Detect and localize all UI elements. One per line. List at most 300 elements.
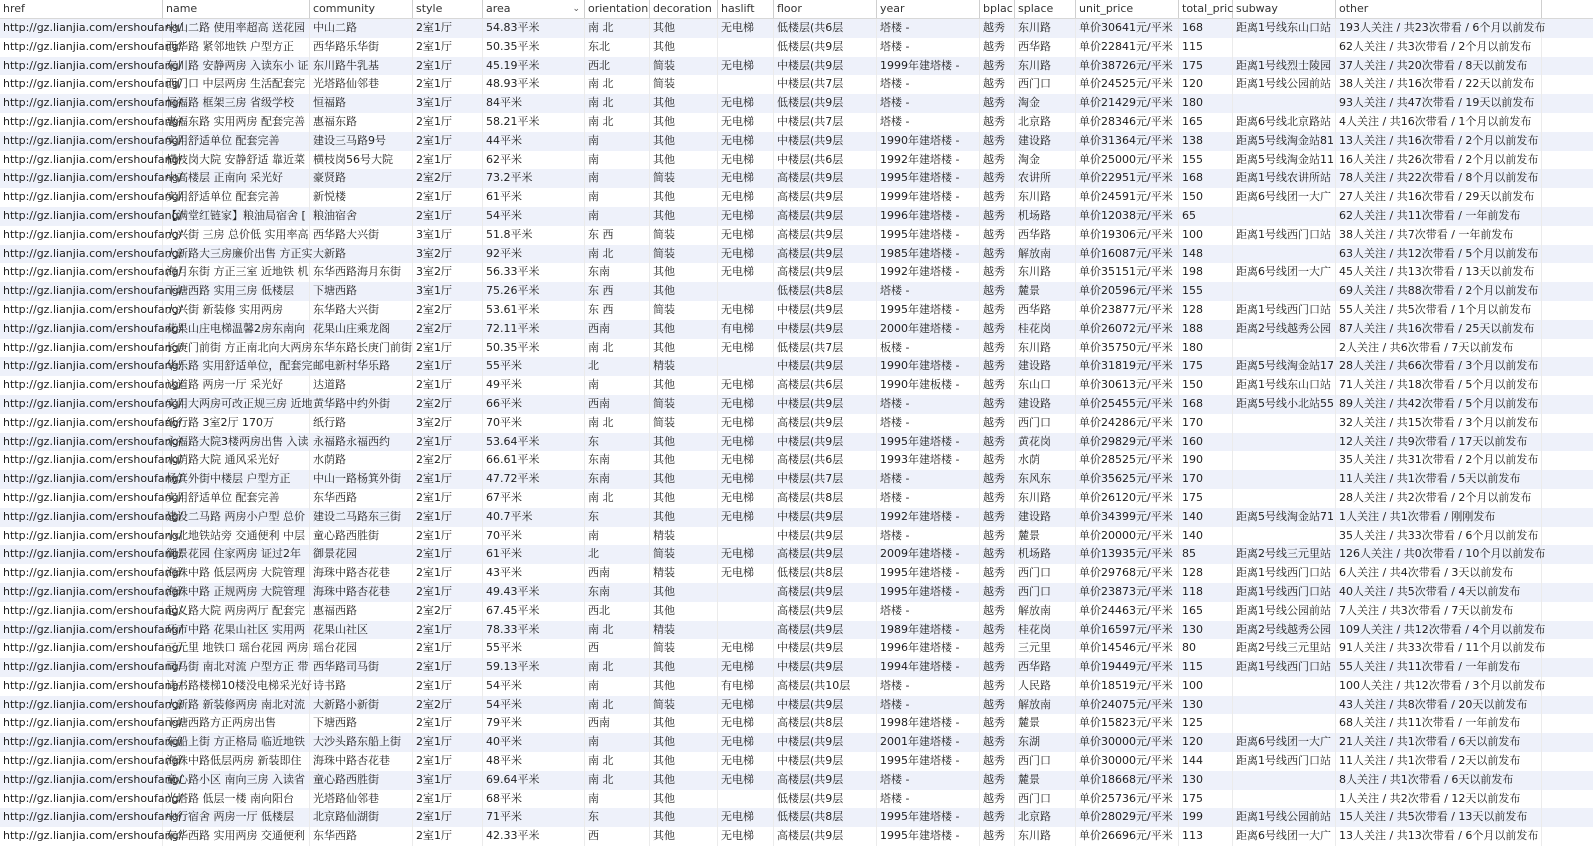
cell-style[interactable]: 3室1厅 — [413, 282, 483, 301]
cell-floor[interactable]: 中楼层(共6层 — [774, 151, 877, 170]
cell-name[interactable]: 【满堂红链家】粮油局宿舍 [ — [163, 207, 310, 226]
cell-total_price[interactable]: 130 — [1179, 696, 1233, 715]
cell-decoration[interactable]: 简装 — [650, 639, 718, 658]
cell-splace[interactable]: 淘金 — [1015, 151, 1076, 170]
cell-style[interactable]: 3室2厅 — [413, 245, 483, 264]
cell-other[interactable]: 62人关注 / 共11次带看 / 一年前发布 — [1336, 207, 1542, 226]
cell-orientation[interactable]: 南 北 — [585, 414, 650, 433]
cell-name[interactable]: 光塔路 低层一楼 南向阳台 — [163, 790, 310, 809]
cell-year[interactable]: 1998年建塔楼 - — [877, 714, 980, 733]
cell-href[interactable]: http://gz.lianjia.com/ershoufang/ — [0, 414, 163, 433]
cell-decoration[interactable]: 其他 — [650, 339, 718, 358]
cell-total_price[interactable]: 150 — [1179, 376, 1233, 395]
cell-year[interactable]: 1996年建塔楼 - — [877, 639, 980, 658]
cell-orientation[interactable]: 南 — [585, 677, 650, 696]
table-row[interactable] — [0, 282, 1593, 301]
cell-bplace[interactable]: 越秀 — [980, 508, 1015, 527]
cell-bplace[interactable]: 越秀 — [980, 621, 1015, 640]
cell-total_price[interactable]: 113 — [1179, 827, 1233, 846]
table-row[interactable] — [0, 151, 1593, 170]
cell-href[interactable]: http://gz.lianjia.com/ershoufang/ — [0, 357, 163, 376]
cell-style[interactable]: 2室1厅 — [413, 733, 483, 752]
cell-href[interactable]: http://gz.lianjia.com/ershoufang/ — [0, 320, 163, 339]
cell-decoration[interactable]: 其他 — [650, 583, 718, 602]
table-row[interactable] — [0, 357, 1593, 376]
cell-subway[interactable] — [1233, 470, 1336, 489]
cell-haslift[interactable]: 无电梯 — [718, 508, 774, 527]
cell-name[interactable]: 大新路 新装修两房 南北对流 — [163, 696, 310, 715]
cell-subway[interactable]: 距离1号线东山口站 — [1233, 376, 1336, 395]
cell-area[interactable]: 54平米 — [483, 696, 585, 715]
cell-haslift[interactable]: 无电梯 — [718, 188, 774, 207]
cell-community[interactable]: 东华西路 — [310, 489, 413, 508]
cell-style[interactable]: 3室1厅 — [413, 94, 483, 113]
table-row[interactable] — [0, 75, 1593, 94]
cell-year[interactable]: 1995年建塔楼 - — [877, 433, 980, 452]
cell-splace[interactable]: 东风东 — [1015, 470, 1076, 489]
cell-unit_price[interactable]: 单价18668元/平米 — [1076, 771, 1179, 790]
cell-community[interactable]: 东华西路 — [310, 827, 413, 846]
cell-decoration[interactable]: 简装 — [650, 301, 718, 320]
cell-community[interactable]: 横枝岗56号大院 — [310, 151, 413, 170]
cell-decoration[interactable]: 其他 — [650, 320, 718, 339]
cell-style[interactable]: 3室2厅 — [413, 263, 483, 282]
table-row[interactable] — [0, 602, 1593, 621]
cell-name[interactable]: 海月东街 方正三室 近地铁 机 — [163, 263, 310, 282]
cell-name[interactable]: 中行宿舍 两房一厅 低楼层 — [163, 808, 310, 827]
cell-decoration[interactable]: 其他 — [650, 38, 718, 57]
cell-haslift[interactable]: 无电梯 — [718, 207, 774, 226]
cell-orientation[interactable]: 南 — [585, 132, 650, 151]
cell-haslift[interactable]: 无电梯 — [718, 489, 774, 508]
cell-name[interactable]: 东华西路 实用两房 交通便利 — [163, 827, 310, 846]
cell-community[interactable]: 新悦楼 — [310, 188, 413, 207]
cell-year[interactable]: 塔楼 - — [877, 677, 980, 696]
cell-href[interactable]: http://gz.lianjia.com/ershoufang/ — [0, 75, 163, 94]
cell-year[interactable]: 1995年建塔楼 - — [877, 564, 980, 583]
column-header-area[interactable] — [483, 0, 585, 18]
cell-community[interactable]: 建设三马路9号 — [310, 132, 413, 151]
sort-chevron-down-icon[interactable]: ⌄ — [572, 4, 580, 14]
cell-total_price[interactable]: 144 — [1179, 752, 1233, 771]
cell-decoration[interactable]: 其他 — [650, 451, 718, 470]
cell-haslift[interactable]: 无电梯 — [718, 301, 774, 320]
cell-style[interactable]: 2室2厅 — [413, 696, 483, 715]
table-row[interactable] — [0, 658, 1593, 677]
cell-style[interactable]: 2室1厅 — [413, 752, 483, 771]
cell-floor[interactable]: 中楼层(共7层 — [774, 113, 877, 132]
cell-splace[interactable]: 西华路 — [1015, 226, 1076, 245]
column-header-orientation[interactable] — [585, 0, 650, 18]
cell-name[interactable]: 横枝岗大院 安静舒适 靠近菜 — [163, 151, 310, 170]
cell-year[interactable]: 塔楼 - — [877, 489, 980, 508]
cell-other[interactable]: 126人关注 / 共0次带看 / 10个月以前发布 — [1336, 545, 1542, 564]
cell-unit_price[interactable]: 单价22841元/平米 — [1076, 38, 1179, 57]
cell-bplace[interactable]: 越秀 — [980, 790, 1015, 809]
cell-unit_price[interactable]: 单价16597元/平米 — [1076, 621, 1179, 640]
cell-year[interactable]: 塔楼 - — [877, 94, 980, 113]
column-header-href[interactable] — [0, 0, 163, 18]
cell-subway[interactable]: 距离1号线西门口站 — [1233, 583, 1336, 602]
cell-floor[interactable]: 中楼层(共9层 — [774, 752, 877, 771]
cell-decoration[interactable]: 其他 — [650, 790, 718, 809]
cell-orientation[interactable]: 南 北 — [585, 113, 650, 132]
cell-orientation[interactable]: 南 北 — [585, 621, 650, 640]
cell-splace[interactable]: 解放南 — [1015, 602, 1076, 621]
cell-community[interactable]: 海珠中路杏花巷 — [310, 583, 413, 602]
cell-year[interactable]: 2009年建塔楼 - — [877, 545, 980, 564]
cell-href[interactable]: http://gz.lianjia.com/ershoufang/ — [0, 395, 163, 414]
cell-decoration[interactable]: 精装 — [650, 621, 718, 640]
cell-splace[interactable]: 东川路 — [1015, 489, 1076, 508]
cell-year[interactable]: 板楼 - — [877, 339, 980, 358]
cell-bplace[interactable]: 越秀 — [980, 658, 1015, 677]
cell-subway[interactable]: 距离2号线越秀公园 — [1233, 320, 1336, 339]
cell-total_price[interactable]: 128 — [1179, 564, 1233, 583]
cell-name[interactable]: 三元里 地铁口 瑶台花园 两房 — [163, 639, 310, 658]
cell-floor[interactable]: 中楼层(共9层 — [774, 132, 877, 151]
cell-decoration[interactable]: 简装 — [650, 395, 718, 414]
cell-total_price[interactable]: 160 — [1179, 433, 1233, 452]
cell-name[interactable]: 下塘西路方正两房出售 — [163, 714, 310, 733]
cell-name[interactable]: 永福路大院3楼两房出售 入读 — [163, 433, 310, 452]
cell-total_price[interactable]: 175 — [1179, 357, 1233, 376]
cell-name[interactable]: 大新路大三房廉价出售 方正实 — [163, 245, 310, 264]
cell-orientation[interactable]: 南 北 — [585, 94, 650, 113]
cell-year[interactable]: 1992年建塔楼 - — [877, 263, 980, 282]
cell-other[interactable]: 32人关注 / 共15次带看 / 3个月以前发布 — [1336, 414, 1542, 433]
cell-orientation[interactable]: 南 — [585, 151, 650, 170]
cell-bplace[interactable]: 越秀 — [980, 470, 1015, 489]
table-row[interactable] — [0, 564, 1593, 583]
cell-splace[interactable]: 解放南 — [1015, 245, 1076, 264]
cell-orientation[interactable]: 南 — [585, 376, 650, 395]
cell-unit_price[interactable]: 单价26120元/平米 — [1076, 489, 1179, 508]
table-row[interactable] — [0, 320, 1593, 339]
cell-orientation[interactable]: 北 — [585, 545, 650, 564]
cell-other[interactable]: 89人关注 / 共42次带看 / 5个月以前发布 — [1336, 395, 1542, 414]
cell-orientation[interactable]: 东南 — [585, 470, 650, 489]
cell-style[interactable]: 2室2厅 — [413, 602, 483, 621]
cell-name[interactable]: 海珠中路 低层两房 大院管理 — [163, 564, 310, 583]
cell-year[interactable]: 1989年建塔楼 - — [877, 621, 980, 640]
cell-style[interactable]: 2室1厅 — [413, 677, 483, 696]
cell-area[interactable]: 43平米 — [483, 564, 585, 583]
cell-haslift[interactable]: 无电梯 — [718, 827, 774, 846]
cell-area[interactable]: 84平米 — [483, 94, 585, 113]
cell-total_price[interactable]: 175 — [1179, 489, 1233, 508]
cell-splace[interactable]: 解放南 — [1015, 696, 1076, 715]
cell-year[interactable]: 塔楼 - — [877, 38, 980, 57]
cell-community[interactable]: 下塘西路 — [310, 282, 413, 301]
cell-other[interactable]: 7人关注 / 共3次带看 / 7天以前发布 — [1336, 602, 1542, 621]
cell-splace[interactable]: 桂花岗 — [1015, 621, 1076, 640]
cell-unit_price[interactable]: 单价24075元/平米 — [1076, 696, 1179, 715]
cell-other[interactable]: 27人关注 / 共16次带看 / 29天以前发布 — [1336, 188, 1542, 207]
cell-splace[interactable]: 建设路 — [1015, 395, 1076, 414]
cell-href[interactable]: http://gz.lianjia.com/ershoufang/ — [0, 376, 163, 395]
cell-bplace[interactable]: 越秀 — [980, 75, 1015, 94]
cell-year[interactable]: 塔楼 - — [877, 470, 980, 489]
cell-unit_price[interactable]: 单价24463元/平米 — [1076, 602, 1179, 621]
cell-unit_price[interactable]: 单价28525元/平米 — [1076, 451, 1179, 470]
cell-orientation[interactable]: 东 — [585, 808, 650, 827]
cell-other[interactable]: 40人关注 / 共5次带看 / 4天以前发布 — [1336, 583, 1542, 602]
cell-style[interactable]: 3室1厅 — [413, 771, 483, 790]
cell-year[interactable]: 1995年建塔楼 - — [877, 827, 980, 846]
cell-haslift[interactable] — [718, 790, 774, 809]
cell-floor[interactable]: 高楼层(共9层 — [774, 827, 877, 846]
cell-subway[interactable]: 距离1号线公园前站 — [1233, 75, 1336, 94]
cell-year[interactable]: 塔楼 - — [877, 75, 980, 94]
cell-year[interactable]: 1994年建塔楼 - — [877, 658, 980, 677]
cell-style[interactable]: 2室1厅 — [413, 827, 483, 846]
table-row[interactable] — [0, 132, 1593, 151]
cell-orientation[interactable]: 西 — [585, 639, 650, 658]
cell-floor[interactable]: 高楼层(共8层 — [774, 714, 877, 733]
cell-orientation[interactable]: 东 西 — [585, 301, 650, 320]
cell-floor[interactable]: 高楼层(共8层 — [774, 489, 877, 508]
cell-subway[interactable]: 距离1号线西门口站 — [1233, 752, 1336, 771]
cell-href[interactable]: http://gz.lianjia.com/ershoufang/ — [0, 790, 163, 809]
cell-decoration[interactable]: 其他 — [650, 658, 718, 677]
cell-other[interactable]: 1人关注 / 共1次带看 / 刚刚发布 — [1336, 508, 1542, 527]
cell-style[interactable]: 2室1厅 — [413, 489, 483, 508]
cell-year[interactable]: 塔楼 - — [877, 113, 980, 132]
cell-year[interactable]: 塔楼 - — [877, 19, 980, 38]
cell-href[interactable]: http://gz.lianjia.com/ershoufang/ — [0, 771, 163, 790]
cell-subway[interactable] — [1233, 282, 1336, 301]
cell-total_price[interactable]: 175 — [1179, 57, 1233, 76]
cell-href[interactable]: http://gz.lianjia.com/ershoufang/ — [0, 696, 163, 715]
cell-haslift[interactable]: 无电梯 — [718, 771, 774, 790]
cell-floor[interactable]: 中楼层(共9层 — [774, 658, 877, 677]
cell-floor[interactable]: 高楼层(共9层 — [774, 583, 877, 602]
cell-floor[interactable]: 中楼层(共7层 — [774, 75, 877, 94]
cell-href[interactable]: http://gz.lianjia.com/ershoufang/ — [0, 602, 163, 621]
cell-name[interactable]: 长庚门前街 方正南北向大两房 — [163, 339, 310, 358]
cell-subway[interactable]: 距离5号线淘金站11 — [1233, 151, 1336, 170]
cell-decoration[interactable]: 其他 — [650, 207, 718, 226]
cell-total_price[interactable]: 168 — [1179, 169, 1233, 188]
table-row[interactable] — [0, 714, 1593, 733]
cell-community[interactable]: 花果山庄乘龙阁 — [310, 320, 413, 339]
cell-area[interactable]: 68平米 — [483, 790, 585, 809]
cell-subway[interactable] — [1233, 527, 1336, 546]
cell-total_price[interactable]: 130 — [1179, 621, 1233, 640]
cell-floor[interactable]: 中楼层(共9层 — [774, 696, 877, 715]
cell-unit_price[interactable]: 单价19449元/平米 — [1076, 658, 1179, 677]
cell-area[interactable]: 48.93平米 — [483, 75, 585, 94]
cell-style[interactable]: 2室1厅 — [413, 339, 483, 358]
cell-total_price[interactable]: 85 — [1179, 545, 1233, 564]
cell-bplace[interactable]: 越秀 — [980, 188, 1015, 207]
cell-href[interactable]: http://gz.lianjia.com/ershoufang/ — [0, 188, 163, 207]
cell-name[interactable]: 海珠中路 正规两房 大院管理 — [163, 583, 310, 602]
cell-floor[interactable]: 高楼层(共9层 — [774, 545, 877, 564]
cell-haslift[interactable] — [718, 621, 774, 640]
cell-decoration[interactable]: 简装 — [650, 57, 718, 76]
cell-total_price[interactable]: 155 — [1179, 151, 1233, 170]
cell-href[interactable]: http://gz.lianjia.com/ershoufang/ — [0, 733, 163, 752]
table-row[interactable] — [0, 677, 1593, 696]
cell-style[interactable]: 2室1厅 — [413, 470, 483, 489]
cell-haslift[interactable]: 无电梯 — [718, 433, 774, 452]
cell-other[interactable]: 62人关注 / 共3次带看 / 2个月以前发布 — [1336, 38, 1542, 57]
cell-floor[interactable]: 中楼层(共9层 — [774, 320, 877, 339]
cell-style[interactable]: 2室1厅 — [413, 545, 483, 564]
cell-total_price[interactable]: 175 — [1179, 790, 1233, 809]
cell-orientation[interactable]: 南 北 — [585, 75, 650, 94]
cell-other[interactable]: 63人关注 / 共12次带看 / 5个月以前发布 — [1336, 245, 1542, 264]
cell-decoration[interactable]: 其他 — [650, 132, 718, 151]
cell-name[interactable]: 中山二路 使用率超高 送花园 — [163, 19, 310, 38]
cell-bplace[interactable]: 越秀 — [980, 57, 1015, 76]
cell-haslift[interactable] — [718, 583, 774, 602]
cell-floor[interactable]: 低楼层(共9层 — [774, 790, 877, 809]
cell-orientation[interactable]: 东 — [585, 508, 650, 527]
cell-name[interactable]: 下塘西路 实用三房 低楼层 — [163, 282, 310, 301]
cell-other[interactable]: 8人关注 / 共1次带看 / 6天以前发布 — [1336, 771, 1542, 790]
cell-community[interactable]: 恒福路 — [310, 94, 413, 113]
cell-splace[interactable]: 东川路 — [1015, 19, 1076, 38]
cell-haslift[interactable] — [718, 357, 774, 376]
cell-orientation[interactable]: 东 西 — [585, 282, 650, 301]
cell-style[interactable]: 2室1厅 — [413, 75, 483, 94]
cell-href[interactable]: http://gz.lianjia.com/ershoufang/ — [0, 527, 163, 546]
cell-total_price[interactable]: 140 — [1179, 527, 1233, 546]
cell-href[interactable]: http://gz.lianjia.com/ershoufang/ — [0, 301, 163, 320]
cell-subway[interactable] — [1233, 38, 1336, 57]
cell-style[interactable]: 2室1厅 — [413, 433, 483, 452]
cell-floor[interactable]: 中楼层(共9层 — [774, 357, 877, 376]
cell-splace[interactable]: 建设路 — [1015, 508, 1076, 527]
cell-href[interactable]: http://gz.lianjia.com/ershoufang/ — [0, 38, 163, 57]
cell-decoration[interactable]: 其他 — [650, 470, 718, 489]
table-row[interactable] — [0, 827, 1593, 846]
cell-unit_price[interactable]: 单价22951元/平米 — [1076, 169, 1179, 188]
cell-href[interactable]: http://gz.lianjia.com/ershoufang/ — [0, 169, 163, 188]
cell-orientation[interactable]: 东南 — [585, 451, 650, 470]
cell-floor[interactable]: 低楼层(共6层 — [774, 19, 877, 38]
cell-decoration[interactable]: 其他 — [650, 19, 718, 38]
cell-area[interactable]: 67平米 — [483, 489, 585, 508]
cell-href[interactable]: http://gz.lianjia.com/ershoufang/ — [0, 151, 163, 170]
cell-unit_price[interactable]: 单价35750元/平米 — [1076, 339, 1179, 358]
table-row[interactable] — [0, 696, 1593, 715]
cell-subway[interactable]: 距离5号线小北站55 — [1233, 395, 1336, 414]
table-row[interactable] — [0, 19, 1593, 38]
cell-other[interactable]: 28人关注 / 共2次带看 / 2个月以前发布 — [1336, 489, 1542, 508]
cell-unit_price[interactable]: 单价29829元/平米 — [1076, 433, 1179, 452]
cell-splace[interactable]: 东川路 — [1015, 339, 1076, 358]
cell-decoration[interactable]: 精装 — [650, 564, 718, 583]
cell-area[interactable]: 62平米 — [483, 151, 585, 170]
cell-decoration[interactable]: 其他 — [650, 151, 718, 170]
cell-area[interactable]: 79平米 — [483, 714, 585, 733]
cell-href[interactable]: http://gz.lianjia.com/ershoufang/ — [0, 19, 163, 38]
cell-area[interactable]: 40.7平米 — [483, 508, 585, 527]
column-header-total_price[interactable] — [1179, 0, 1233, 18]
cell-floor[interactable]: 高楼层(共9层 — [774, 263, 877, 282]
cell-total_price[interactable]: 118 — [1179, 583, 1233, 602]
cell-total_price[interactable]: 199 — [1179, 808, 1233, 827]
cell-unit_price[interactable]: 单价13935元/平米 — [1076, 545, 1179, 564]
table-row[interactable] — [0, 771, 1593, 790]
cell-bplace[interactable]: 越秀 — [980, 752, 1015, 771]
cell-other[interactable]: 11人关注 / 共1次带看 / 2天以前发布 — [1336, 752, 1542, 771]
cell-style[interactable]: 2室2厅 — [413, 395, 483, 414]
cell-splace[interactable]: 机场路 — [1015, 545, 1076, 564]
cell-unit_price[interactable]: 单价16087元/平米 — [1076, 245, 1179, 264]
cell-haslift[interactable]: 有电梯 — [718, 320, 774, 339]
table-row[interactable] — [0, 376, 1593, 395]
cell-decoration[interactable]: 其他 — [650, 771, 718, 790]
cell-community[interactable]: 童心路西胜街 — [310, 527, 413, 546]
cell-haslift[interactable]: 无电梯 — [718, 564, 774, 583]
cell-style[interactable]: 2室2厅 — [413, 451, 483, 470]
column-header-year[interactable] — [877, 0, 980, 18]
cell-community[interactable]: 永福路永福西约 — [310, 433, 413, 452]
cell-unit_price[interactable]: 单价14546元/平米 — [1076, 639, 1179, 658]
cell-area[interactable]: 40平米 — [483, 733, 585, 752]
cell-community[interactable]: 东华路大兴街 — [310, 301, 413, 320]
cell-splace[interactable]: 农讲所 — [1015, 169, 1076, 188]
cell-haslift[interactable]: 无电梯 — [718, 245, 774, 264]
cell-splace[interactable]: 麓景 — [1015, 282, 1076, 301]
cell-floor[interactable]: 低楼层(共9层 — [774, 94, 877, 113]
cell-bplace[interactable]: 越秀 — [980, 263, 1015, 282]
cell-decoration[interactable]: 其他 — [650, 489, 718, 508]
cell-floor[interactable]: 高楼层(共9层 — [774, 621, 877, 640]
cell-orientation[interactable]: 西南 — [585, 714, 650, 733]
cell-name[interactable]: 实用舒适单位 配套完善 — [163, 132, 310, 151]
cell-other[interactable]: 55人关注 / 共5次带看 / 1个月以前发布 — [1336, 301, 1542, 320]
cell-area[interactable]: 75.26平米 — [483, 282, 585, 301]
cell-name[interactable]: 童心路小区 南向三房 入读省 — [163, 771, 310, 790]
cell-subway[interactable] — [1233, 94, 1336, 113]
cell-name[interactable]: 实用大两房可改正规三房 近地 — [163, 395, 310, 414]
cell-other[interactable]: 1人关注 / 共2次带看 / 12天以前发布 — [1336, 790, 1542, 809]
cell-subway[interactable]: 距离1号线西门口站 — [1233, 564, 1336, 583]
cell-splace[interactable]: 北京路 — [1015, 113, 1076, 132]
table-row[interactable] — [0, 433, 1593, 452]
cell-other[interactable]: 12人关注 / 共9次带看 / 17天以前发布 — [1336, 433, 1542, 452]
cell-community[interactable]: 西华路司马街 — [310, 658, 413, 677]
cell-area[interactable]: 54平米 — [483, 207, 585, 226]
cell-haslift[interactable] — [718, 75, 774, 94]
cell-orientation[interactable]: 西北 — [585, 57, 650, 76]
cell-style[interactable]: 2室2厅 — [413, 169, 483, 188]
cell-bplace[interactable]: 越秀 — [980, 733, 1015, 752]
cell-style[interactable]: 2室1厅 — [413, 658, 483, 677]
cell-total_price[interactable]: 138 — [1179, 132, 1233, 151]
cell-bplace[interactable]: 越秀 — [980, 696, 1015, 715]
cell-orientation[interactable]: 南 — [585, 790, 650, 809]
cell-community[interactable]: 水荫路 — [310, 451, 413, 470]
table-row[interactable] — [0, 263, 1593, 282]
cell-orientation[interactable]: 南 北 — [585, 696, 650, 715]
cell-floor[interactable]: 低楼层(共8层 — [774, 282, 877, 301]
column-header-haslift[interactable] — [718, 0, 774, 18]
cell-year[interactable]: 1995年建塔楼 - — [877, 808, 980, 827]
cell-orientation[interactable]: 西南 — [585, 564, 650, 583]
cell-decoration[interactable]: 其他 — [650, 733, 718, 752]
cell-community[interactable]: 花果山社区 — [310, 621, 413, 640]
cell-floor[interactable]: 高楼层(共9层 — [774, 169, 877, 188]
cell-style[interactable]: 2室1厅 — [413, 57, 483, 76]
cell-decoration[interactable]: 简装 — [650, 226, 718, 245]
